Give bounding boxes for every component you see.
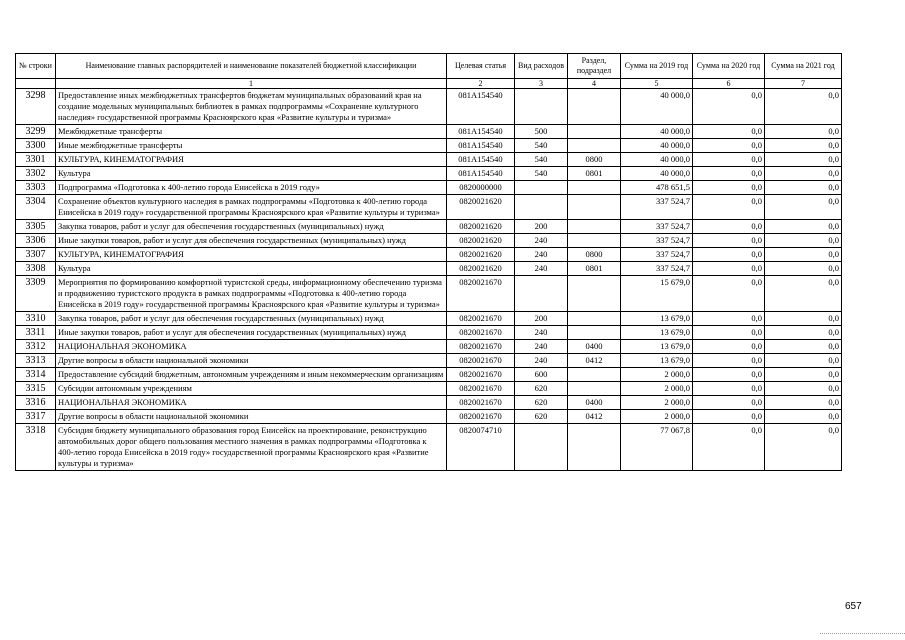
- row-sum-2021: 0,0: [765, 424, 842, 471]
- row-section: 0400: [568, 396, 621, 410]
- row-section: 0412: [568, 354, 621, 368]
- row-sum-2020: 0,0: [693, 340, 765, 354]
- row-sum-2020: 0,0: [693, 220, 765, 234]
- row-sum-2019: 13 679,0: [621, 354, 693, 368]
- header-name: Наименование главных распорядителей и наименование показателей бюджетной классификации: [56, 54, 447, 79]
- table-row: [16, 248, 842, 262]
- row-sum-2019: 40 000,0: [621, 125, 693, 139]
- row-name: Культура: [56, 167, 447, 181]
- column-number-row: [16, 79, 842, 89]
- table-row: [16, 89, 842, 125]
- row-expense-kind: 240: [515, 326, 568, 340]
- row-sum-2021: 0,0: [765, 312, 842, 326]
- row-number: 3300: [16, 139, 56, 153]
- table-row: [16, 220, 842, 234]
- row-sum-2021: 0,0: [765, 181, 842, 195]
- header-target-article: Целевая статья: [447, 54, 515, 79]
- row-sum-2020: 0,0: [693, 276, 765, 312]
- header-section: Раздел, подраздел: [568, 54, 621, 79]
- row-section: 0400: [568, 340, 621, 354]
- row-number: 3305: [16, 220, 56, 234]
- row-section: [568, 312, 621, 326]
- row-target-article: 081А154540: [447, 89, 515, 125]
- row-sum-2020: 0,0: [693, 424, 765, 471]
- row-sum-2021: 0,0: [765, 410, 842, 424]
- row-sum-2020: 0,0: [693, 262, 765, 276]
- column-number: [16, 79, 56, 89]
- header-sum-2021: Сумма на 2021 год: [765, 54, 842, 79]
- row-target-article: 0820021620: [447, 220, 515, 234]
- row-expense-kind: 540: [515, 153, 568, 167]
- row-name: Культура: [56, 262, 447, 276]
- row-sum-2020: 0,0: [693, 382, 765, 396]
- row-name: Мероприятия по формированию комфортной туристской среды, информационному обеспечению туризма и продвижению туристского продукта в рамках подпрограммы «Подготовка к 400-летию города Енисейска в 2019 году» государственной программы Красноярского края «Развитие культуры и туризма»: [56, 276, 447, 312]
- row-sum-2020: 0,0: [693, 410, 765, 424]
- table-row: [16, 195, 842, 220]
- row-expense-kind: 240: [515, 262, 568, 276]
- header-row: [16, 54, 842, 79]
- row-sum-2021: 0,0: [765, 354, 842, 368]
- row-sum-2020: 0,0: [693, 234, 765, 248]
- table-row: [16, 340, 842, 354]
- row-number: 3301: [16, 153, 56, 167]
- row-name: Закупка товаров, работ и услуг для обеспечения государственных (муниципальных) нужд: [56, 220, 447, 234]
- row-expense-kind: 500: [515, 125, 568, 139]
- row-target-article: 081А154540: [447, 167, 515, 181]
- row-target-article: 0820021620: [447, 248, 515, 262]
- row-target-article: 0820021670: [447, 410, 515, 424]
- row-section: [568, 139, 621, 153]
- footer-divider: [820, 633, 905, 634]
- row-sum-2021: 0,0: [765, 248, 842, 262]
- row-target-article: 0820021670: [447, 368, 515, 382]
- row-name: Закупка товаров, работ и услуг для обеспечения государственных (муниципальных) нужд: [56, 312, 447, 326]
- row-target-article: 0820021670: [447, 326, 515, 340]
- row-name: Другие вопросы в области национальной экономики: [56, 354, 447, 368]
- row-sum-2021: 0,0: [765, 153, 842, 167]
- row-sum-2019: 77 067,8: [621, 424, 693, 471]
- row-sum-2020: 0,0: [693, 354, 765, 368]
- row-expense-kind: 600: [515, 368, 568, 382]
- row-name: Субсидия бюджету муниципального образования город Енисейск на проектирование, реконструкцию автомобильных дорог общего пользования местного значения в рамках подпрограммы «Подготовка к 400-летию города Енисейска в 2019 году» государственной программы Красноярского края «Развитие культуры и туризма»: [56, 424, 447, 471]
- column-number: 5: [621, 79, 693, 89]
- row-target-article: 0820021670: [447, 276, 515, 312]
- row-number: 3309: [16, 276, 56, 312]
- row-target-article: 0820074710: [447, 424, 515, 471]
- row-sum-2019: 337 524,7: [621, 234, 693, 248]
- row-expense-kind: 200: [515, 220, 568, 234]
- row-sum-2021: 0,0: [765, 220, 842, 234]
- row-expense-kind: 620: [515, 382, 568, 396]
- row-number: 3308: [16, 262, 56, 276]
- row-sum-2020: 0,0: [693, 181, 765, 195]
- row-number: 3312: [16, 340, 56, 354]
- row-section: [568, 368, 621, 382]
- row-target-article: 0820021670: [447, 312, 515, 326]
- row-number: 3310: [16, 312, 56, 326]
- row-sum-2019: 2 000,0: [621, 410, 693, 424]
- row-sum-2021: 0,0: [765, 382, 842, 396]
- row-name: Сохранение объектов культурного наследия в рамках подпрограммы «Подготовка к 400-летию города Енисейска в 2019 году» государственной программы Красноярского края «Развитие культуры и туризма»: [56, 195, 447, 220]
- header-row-number: № строки: [16, 54, 56, 79]
- row-number: 3311: [16, 326, 56, 340]
- row-section: [568, 276, 621, 312]
- row-expense-kind: 240: [515, 248, 568, 262]
- row-section: [568, 382, 621, 396]
- row-sum-2020: 0,0: [693, 167, 765, 181]
- row-section: 0801: [568, 262, 621, 276]
- column-number: 4: [568, 79, 621, 89]
- table-row: [16, 424, 842, 471]
- row-number: 3318: [16, 424, 56, 471]
- row-sum-2019: 478 651,5: [621, 181, 693, 195]
- row-name: Предоставление субсидий бюджетным, автономным учреждениям и иным некоммерческим организациям: [56, 368, 447, 382]
- row-target-article: 0820021670: [447, 396, 515, 410]
- row-name: Иные межбюджетные трансферты: [56, 139, 447, 153]
- row-target-article: 0820021670: [447, 354, 515, 368]
- row-name: НАЦИОНАЛЬНАЯ ЭКОНОМИКА: [56, 396, 447, 410]
- table-row: [16, 167, 842, 181]
- row-expense-kind: [515, 276, 568, 312]
- row-number: 3303: [16, 181, 56, 195]
- row-name: КУЛЬТУРА, КИНЕМАТОГРАФИЯ: [56, 248, 447, 262]
- header-sum-2019: Сумма на 2019 год: [621, 54, 693, 79]
- row-target-article: 0820021620: [447, 262, 515, 276]
- table-row: [16, 312, 842, 326]
- row-sum-2020: 0,0: [693, 248, 765, 262]
- row-section: [568, 234, 621, 248]
- row-sum-2019: 13 679,0: [621, 312, 693, 326]
- row-sum-2021: 0,0: [765, 89, 842, 125]
- row-number: 3299: [16, 125, 56, 139]
- column-number: 6: [693, 79, 765, 89]
- row-sum-2019: 40 000,0: [621, 139, 693, 153]
- row-target-article: 081А154540: [447, 153, 515, 167]
- row-number: 3315: [16, 382, 56, 396]
- row-section: 0801: [568, 167, 621, 181]
- row-target-article: 0820021620: [447, 234, 515, 248]
- row-sum-2020: 0,0: [693, 195, 765, 220]
- row-sum-2019: 337 524,7: [621, 220, 693, 234]
- column-number: 7: [765, 79, 842, 89]
- row-number: 3317: [16, 410, 56, 424]
- row-expense-kind: 200: [515, 312, 568, 326]
- row-sum-2020: 0,0: [693, 125, 765, 139]
- row-sum-2019: 13 679,0: [621, 340, 693, 354]
- row-sum-2020: 0,0: [693, 153, 765, 167]
- row-expense-kind: 240: [515, 340, 568, 354]
- row-section: 0800: [568, 153, 621, 167]
- row-sum-2020: 0,0: [693, 312, 765, 326]
- row-name: Субсидии автономным учреждениям: [56, 382, 447, 396]
- column-number: 3: [515, 79, 568, 89]
- table-row: [16, 326, 842, 340]
- row-sum-2020: 0,0: [693, 326, 765, 340]
- row-expense-kind: [515, 424, 568, 471]
- row-expense-kind: 540: [515, 167, 568, 181]
- row-sum-2021: 0,0: [765, 195, 842, 220]
- column-number: 2: [447, 79, 515, 89]
- row-expense-kind: 540: [515, 139, 568, 153]
- table-row: [16, 368, 842, 382]
- table-row: [16, 354, 842, 368]
- budget-table: [15, 53, 842, 471]
- row-expense-kind: [515, 195, 568, 220]
- row-expense-kind: 240: [515, 234, 568, 248]
- row-name: НАЦИОНАЛЬНАЯ ЭКОНОМИКА: [56, 340, 447, 354]
- table-row: [16, 139, 842, 153]
- row-sum-2020: 0,0: [693, 139, 765, 153]
- row-number: 3302: [16, 167, 56, 181]
- row-expense-kind: [515, 89, 568, 125]
- row-name: Иные закупки товаров, работ и услуг для обеспечения государственных (муниципальных) нужд: [56, 326, 447, 340]
- row-sum-2019: 337 524,7: [621, 248, 693, 262]
- row-sum-2021: 0,0: [765, 125, 842, 139]
- row-sum-2019: 2 000,0: [621, 368, 693, 382]
- table-row: [16, 396, 842, 410]
- row-target-article: 0820021670: [447, 382, 515, 396]
- table-body: [16, 89, 842, 471]
- row-section: 0412: [568, 410, 621, 424]
- row-section: [568, 125, 621, 139]
- row-sum-2019: 2 000,0: [621, 396, 693, 410]
- row-expense-kind: 620: [515, 410, 568, 424]
- header-sum-2020: Сумма на 2020 год: [693, 54, 765, 79]
- row-target-article: 081А154540: [447, 139, 515, 153]
- row-sum-2021: 0,0: [765, 167, 842, 181]
- row-section: [568, 220, 621, 234]
- table-row: [16, 125, 842, 139]
- row-target-article: 0820021620: [447, 195, 515, 220]
- row-number: 3306: [16, 234, 56, 248]
- row-expense-kind: 620: [515, 396, 568, 410]
- table-row: [16, 234, 842, 248]
- row-sum-2020: 0,0: [693, 89, 765, 125]
- row-name: КУЛЬТУРА, КИНЕМАТОГРАФИЯ: [56, 153, 447, 167]
- row-sum-2021: 0,0: [765, 276, 842, 312]
- row-sum-2019: 13 679,0: [621, 326, 693, 340]
- row-number: 3304: [16, 195, 56, 220]
- table-row: [16, 181, 842, 195]
- row-target-article: 081А154540: [447, 125, 515, 139]
- table-row: [16, 276, 842, 312]
- row-name: Подпрограмма «Подготовка к 400-летию города Енисейска в 2019 году»: [56, 181, 447, 195]
- row-section: [568, 195, 621, 220]
- row-name: Предоставление иных межбюджетных трансфертов бюджетам муниципальных образований края на создание модельных муниципальных библиотек в рамках подпрограммы «Сохранение культурного наследия» государственной программы Красноярского края «Развитие культуры и туризма»: [56, 89, 447, 125]
- table-row: [16, 153, 842, 167]
- row-number: 3314: [16, 368, 56, 382]
- row-sum-2019: 337 524,7: [621, 262, 693, 276]
- row-sum-2019: 2 000,0: [621, 382, 693, 396]
- row-sum-2021: 0,0: [765, 326, 842, 340]
- column-number: 1: [56, 79, 447, 89]
- row-expense-kind: 240: [515, 354, 568, 368]
- row-section: [568, 181, 621, 195]
- row-sum-2019: 40 000,0: [621, 167, 693, 181]
- row-number: 3298: [16, 89, 56, 125]
- table-row: [16, 382, 842, 396]
- row-sum-2021: 0,0: [765, 340, 842, 354]
- row-sum-2019: 337 524,7: [621, 195, 693, 220]
- row-target-article: 0820000000: [447, 181, 515, 195]
- row-sum-2021: 0,0: [765, 368, 842, 382]
- row-sum-2019: 40 000,0: [621, 153, 693, 167]
- row-name: Межбюджетные трансферты: [56, 125, 447, 139]
- row-sum-2021: 0,0: [765, 139, 842, 153]
- row-number: 3316: [16, 396, 56, 410]
- row-section: 0800: [568, 248, 621, 262]
- row-sum-2020: 0,0: [693, 368, 765, 382]
- header-expense-kind: Вид расходов: [515, 54, 568, 79]
- table-row: [16, 262, 842, 276]
- row-sum-2021: 0,0: [765, 234, 842, 248]
- row-section: [568, 326, 621, 340]
- row-sum-2020: 0,0: [693, 396, 765, 410]
- row-number: 3313: [16, 354, 56, 368]
- row-target-article: 0820021670: [447, 340, 515, 354]
- row-section: [568, 424, 621, 471]
- row-sum-2021: 0,0: [765, 396, 842, 410]
- table-row: [16, 410, 842, 424]
- row-name: Другие вопросы в области национальной экономики: [56, 410, 447, 424]
- row-name: Иные закупки товаров, работ и услуг для обеспечения государственных (муниципальных) нужд: [56, 234, 447, 248]
- row-sum-2019: 15 679,0: [621, 276, 693, 312]
- row-number: 3307: [16, 248, 56, 262]
- row-expense-kind: [515, 181, 568, 195]
- row-sum-2021: 0,0: [765, 262, 842, 276]
- page-number: 657: [845, 601, 862, 612]
- row-sum-2019: 40 000,0: [621, 89, 693, 125]
- row-section: [568, 89, 621, 125]
